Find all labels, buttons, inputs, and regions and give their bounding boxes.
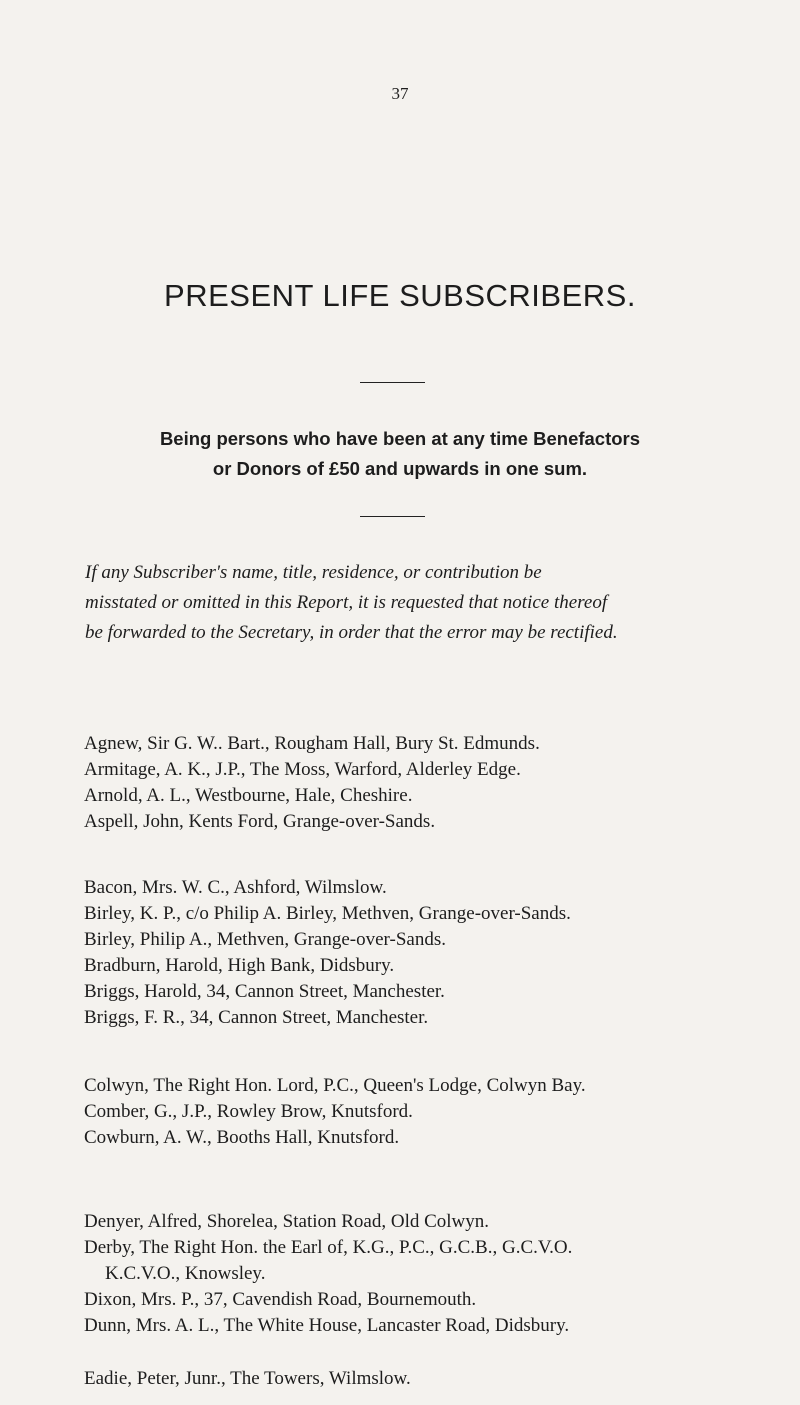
subscriber-entry: Briggs, Harold, 34, Cannon Street, Manchester. — [84, 981, 445, 1002]
subscriber-entry: Bacon, Mrs. W. C., Ashford, Wilmslow. — [84, 877, 387, 898]
subscriber-group-d — [84, 1209, 744, 1339]
page-number: 37 — [391, 84, 409, 103]
subscriber-group-e — [84, 1366, 744, 1392]
subscriber-entry: Eadie, Peter, Junr., The Towers, Wilmslow. — [84, 1368, 411, 1389]
subscriber-entry: Dunn, Mrs. A. L., The White House, Lancaster Road, Didsbury. — [84, 1315, 570, 1336]
subscriber-entry: Briggs, F. R., 34, Cannon Street, Manchester. — [84, 1007, 429, 1028]
subscriber-entry-continuation — [84, 1261, 744, 1287]
subscriber-entry: Bradburn, Harold, High Bank, Didsbury. — [84, 955, 395, 976]
subscriber-entry: Aspell, John, Kents Ford, Grange-over-Sands. — [84, 811, 436, 832]
subscriber-entry: Armitage, A. K., J.P., The Moss, Warford, Alderley Edge. — [84, 759, 521, 780]
entry-continuation-text: K.C.V.O., Knowsley. — [105, 1263, 266, 1284]
page-title: PRESENT LIFE SUBSCRIBERS. — [164, 278, 636, 313]
subscriber-entry: Dixon, Mrs. P., 37, Cavendish Road, Bournemouth. — [84, 1289, 477, 1310]
subscriber-entry: Denyer, Alfred, Shorelea, Station Road, Old Colwyn. — [84, 1211, 490, 1232]
subscriber-entry: Birley, Philip A., Methven, Grange-over-Sands. — [84, 929, 446, 950]
subtitle — [0, 424, 800, 484]
subscriber-entry: Derby, The Right Hon. the Earl of, K.G., P.C., G.C.B., G.C.V.O. — [84, 1237, 573, 1258]
subscriber-group-a — [84, 731, 744, 835]
subscriber-entry: Agnew, Sir G. W.. Bart., Rougham Hall, Bury St. Edmunds. — [84, 733, 540, 754]
notice-line-2: misstated or omitted in this Report, it is requested that notice thereof — [85, 592, 608, 613]
subtitle-line-2: or Donors of £50 and upwards in one sum. — [212, 458, 588, 479]
subscriber-entry: Arnold, A. L., Westbourne, Hale, Cheshire. — [84, 785, 413, 806]
notice-line-1: If any Subscriber's name, title, residence, or contribution be — [85, 562, 542, 583]
subscriber-group-c — [84, 1073, 744, 1151]
divider-top — [360, 382, 425, 383]
subscriber-entry: Birley, K. P., c/o Philip A. Birley, Methven, Grange-over-Sands. — [84, 903, 571, 924]
notice-line-3: be forwarded to the Secretary, in order that the error may be rectified. — [85, 622, 618, 643]
subscriber-group-b — [84, 875, 744, 1031]
subscriber-entry: Cowburn, A. W., Booths Hall, Knutsford. — [84, 1127, 400, 1148]
correction-notice — [85, 558, 735, 648]
divider-bottom — [360, 516, 425, 517]
subscriber-entry: Comber, G., J.P., Rowley Brow, Knutsford. — [84, 1101, 413, 1122]
subtitle-line-1: Being persons who have been at any time Benefactors — [159, 428, 641, 449]
subscriber-entry: Colwyn, The Right Hon. Lord, P.C., Queen's Lodge, Colwyn Bay. — [84, 1075, 586, 1096]
